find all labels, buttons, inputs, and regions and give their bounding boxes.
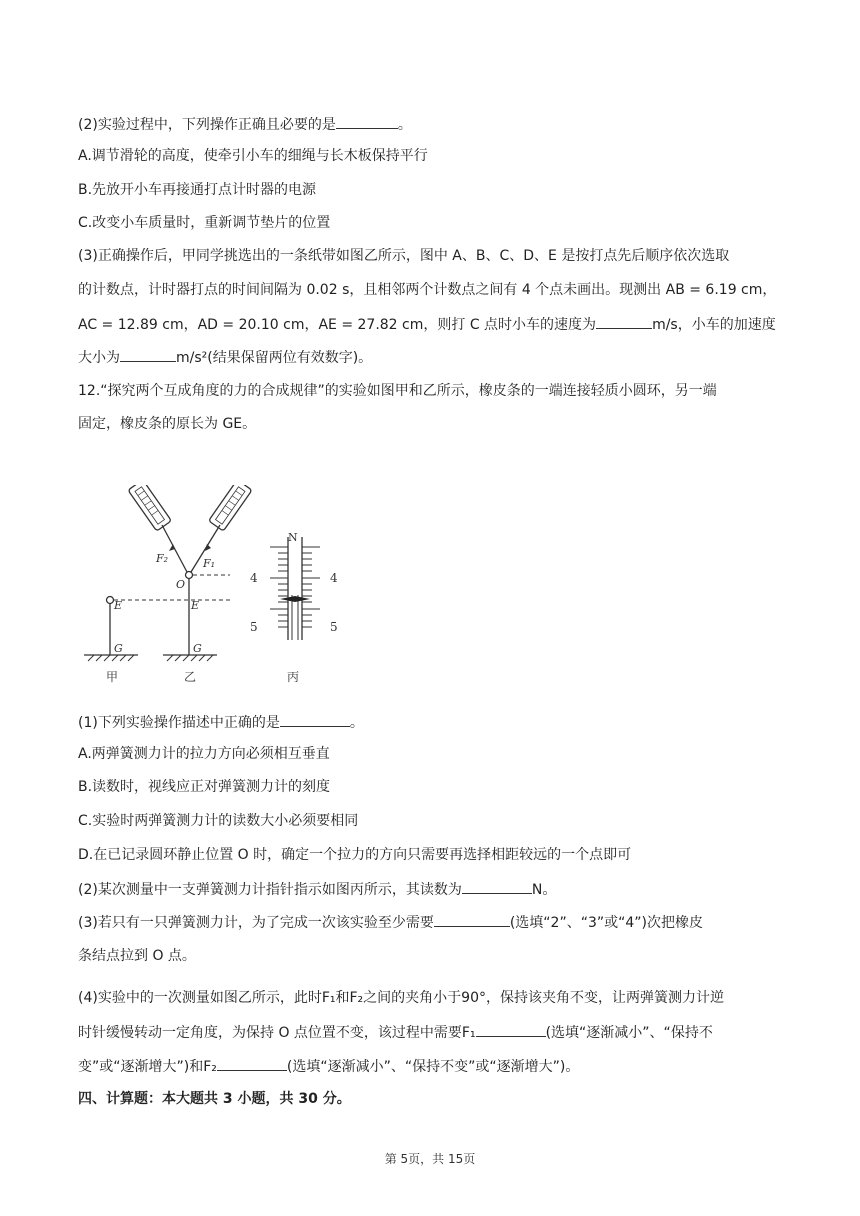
label-g-yi: G: [193, 642, 202, 655]
q12-option-c: C.实验时两弹簧测力计的读数大小必须要相同: [78, 813, 359, 829]
label-o: O: [176, 578, 186, 591]
q12-part3-line2: 条结点拉到 O 点。: [78, 948, 196, 964]
q11-option-a: A.调节滑轮的高度，使牵引小车的细绳与长木板保持平行: [78, 148, 428, 164]
q12-part4-line3: 变”或“逐渐增大”)和F₂ (选填“逐渐减小”、“保持不变”或“逐渐增大”)。: [78, 1056, 579, 1077]
label-f1: F₁: [203, 557, 216, 570]
q12-part1: (1)下列实验操作描述中正确的是 。: [78, 712, 364, 733]
q12-part3-line1: (3)若只有一只弹簧测力计，为了完成一次该实验至少需要 (选填“2”、“3”或“4”)次把橡皮: [78, 912, 703, 933]
q11-part3-line2: 的计数点，计时器打点的时间间隔为 0.02 s，且相邻两个计数点之间有 4 个点未画出。现测出 AB = 6.19 cm，: [78, 282, 777, 298]
label-e-jia: E: [114, 599, 123, 612]
q12-part4-line2: 时针缓慢转动一定角度，为保持 O 点位置不变，该过程中需要F₁ (选填“逐渐减小”、“保持不: [78, 1022, 713, 1043]
tick-label-4-right: 4: [330, 571, 338, 585]
tick-label-4-left: 4: [250, 571, 258, 585]
q11-part3-line3: AC = 12.89 cm，AD = 20.10 cm，AE = 27.82 cm，则打 C 点时小车的速度为 m/s，小车的加速度: [78, 314, 776, 335]
q12-option-b: B.读数时，视线应正对弹簧测力计的刻度: [78, 779, 331, 795]
q11-option-c: C.改变小车质量时，重新调节垫片的位置: [78, 215, 331, 231]
figure-yi: [123, 485, 257, 661]
q12-option-d: D.在已记录圆环静止位置 O 时，确定一个拉力的方向只需要再选择相距较远的一个点即可: [78, 847, 632, 863]
q12-intro-line1: 12.“探究两个互成角度的力的合成规律”的实验如图甲和乙所示，橡皮条的一端连接轻质小圆环，另一端: [78, 383, 717, 399]
label-f2: F₂: [156, 552, 169, 565]
label-jia: 甲: [106, 670, 119, 684]
q12-part4-line1: (4)实验中的一次测量如图乙所示，此时F₁和F₂之间的夹角小于90°，保持该夹角不变，让两弹簧测力计逆: [78, 990, 724, 1006]
q12-option-a: A.两弹簧测力计的拉力方向必须相互垂直: [78, 746, 330, 762]
q11-option-b: B.先放开小车再接通打点计时器的电源: [78, 182, 317, 198]
tick-label-5-left: 5: [250, 620, 258, 634]
figure-jia: [84, 597, 230, 662]
q12-intro-line2: 固定，橡皮条的原长为 GE。: [78, 416, 257, 432]
figure-bing-scale: [270, 537, 320, 640]
answer-blank[interactable]: [280, 712, 350, 727]
answer-blank[interactable]: [476, 1022, 546, 1037]
page-footer: 第 5页，共 15页: [384, 1152, 476, 1166]
q11-part2: (2)实验过程中，下列操作正确且必要的是 。: [78, 114, 412, 135]
answer-blank[interactable]: [217, 1056, 287, 1071]
scale-pointer: [280, 596, 310, 602]
experiment-figure: [80, 485, 360, 690]
answer-blank[interactable]: [596, 314, 652, 329]
label-n: N: [288, 531, 298, 544]
label-bing: 丙: [287, 670, 300, 684]
answer-blank[interactable]: [462, 879, 532, 894]
q12-part2: (2)某次测量中一支弹簧测力计指针指示如图丙所示，其读数为 N。: [78, 879, 556, 900]
q11-part3-line1: (3)正确操作后，甲同学挑选出的一条纸带如图乙所示，图中 A、B、C、D、E 是按打点先后顺序依次选取: [78, 248, 730, 264]
label-g-jia: G: [114, 642, 123, 655]
label-e-yi: E: [191, 599, 200, 612]
section-heading: 四、计算题：本大题共 3 小题，共 30 分。: [78, 1091, 351, 1107]
answer-blank[interactable]: [434, 912, 510, 927]
answer-blank[interactable]: [336, 114, 398, 129]
label-yi: 乙: [184, 670, 197, 684]
answer-blank[interactable]: [120, 347, 176, 362]
tick-label-5-right: 5: [330, 620, 338, 634]
q11-part3-line4: 大小为 m/s²(结果保留两位有效数字)。: [78, 347, 372, 368]
